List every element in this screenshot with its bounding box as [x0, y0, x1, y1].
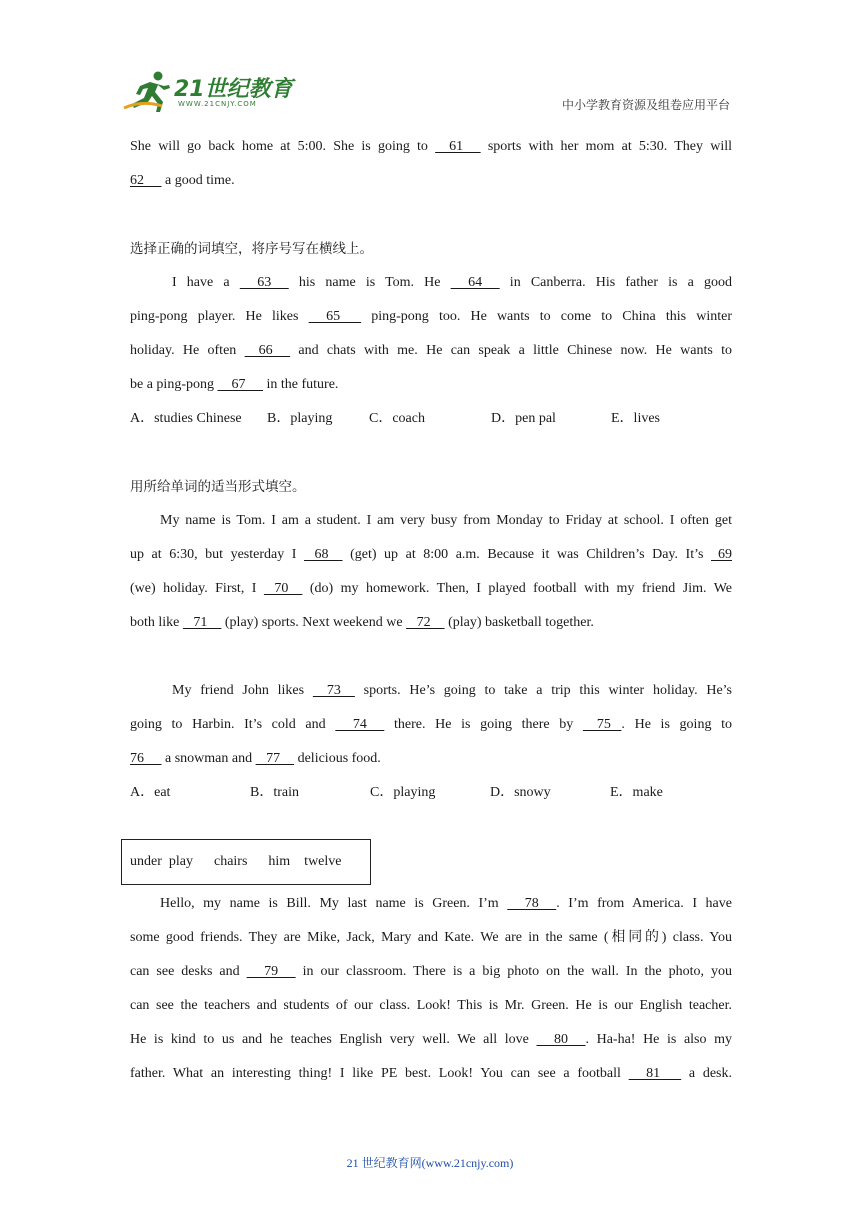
passage-text: in our classroom. There is a big photo on the wall. In the photo, you [295, 964, 732, 979]
option-c: C．coach [369, 411, 425, 426]
passage-text: both like [130, 615, 183, 630]
passage-text: ping-pong player. He likes [130, 309, 309, 324]
passage-text: delicious food. [294, 751, 381, 766]
passage-text: He is kind to us and he teaches English very well. We all love [130, 1032, 537, 1047]
passage-line [130, 674, 732, 708]
blank-74[interactable]: 74 [335, 717, 385, 732]
logo-url-text: WWW.21CNJY.COM [178, 100, 257, 108]
passage-text: a snowman and [161, 751, 256, 766]
passage-line [130, 1023, 732, 1057]
passage-text: She will go back home at 5:00. She is going to [130, 139, 436, 154]
exercise-content-bill [130, 887, 732, 1091]
passage-line [130, 538, 732, 572]
blank-68[interactable]: 68 [304, 547, 343, 562]
passage-text: his name is Tom. He [288, 275, 451, 290]
passage-text: . I’m from America. I have [556, 896, 732, 911]
passage-line [130, 130, 732, 164]
passage-text: Hello, my name is Bill. My last name is Green. I’m [160, 896, 508, 911]
blank-69[interactable]: 69 [711, 547, 733, 562]
option-c: C．playing [370, 785, 436, 800]
passage-text: going to Harbin. It’s cold and [130, 717, 336, 732]
blank-73[interactable]: 73 [312, 683, 355, 698]
passage-line [130, 606, 732, 640]
passage-line [130, 1057, 732, 1091]
exercise-content [130, 130, 732, 810]
passage-text: sports with her mom at 5:30. They will [480, 139, 733, 154]
passage-line [130, 300, 732, 334]
options-row [130, 402, 732, 436]
blank-75[interactable]: 75 [582, 717, 622, 732]
passage-text: a good time. [161, 173, 235, 188]
blank-61[interactable]: 61 [435, 139, 481, 154]
blank-65[interactable]: 65 [308, 309, 362, 324]
passage-text: (get) up at 8:00 a.m. Because it was Children’s Day. It’s [342, 547, 712, 562]
option-a: A．studies Chinese [130, 411, 242, 426]
passage-text: . He is going to [621, 717, 732, 732]
passage-text: in Canberra. His father is a good [499, 275, 733, 290]
passage-line [130, 708, 732, 742]
passage-text: be a ping-pong [130, 377, 218, 392]
blank-66[interactable]: 66 [244, 343, 291, 358]
passage-line [130, 164, 732, 198]
blank-70[interactable]: 70 [263, 581, 303, 596]
passage-line: some good friends. They are Mike, Jack, Mary and Kate. We are in the same (相同的) class. You [130, 930, 732, 945]
option-b: B．train [250, 785, 299, 800]
passage-line [130, 742, 732, 776]
option-b: B．playing [267, 411, 333, 426]
passage-text: (do) my homework. Then, I played football with my friend Jim. We [302, 581, 732, 596]
blank-78[interactable]: 78 [507, 896, 557, 911]
passage-text: there. He is going there by [384, 717, 583, 732]
footer-link[interactable]: 21 世纪教育网(www.21cnjy.com) [346, 1156, 514, 1170]
passage-text: a desk. [681, 1066, 732, 1081]
blank-77[interactable]: 77 [255, 751, 295, 766]
option-e: E．lives [611, 411, 660, 426]
site-logo[interactable] [122, 70, 292, 114]
passage-text: (we) holiday. First, I [130, 581, 264, 596]
passage-line [130, 887, 732, 921]
option-d: D．pen pal [491, 411, 556, 426]
passage-text: in the future. [262, 377, 339, 392]
passage-line [130, 266, 732, 300]
logo-text: 21世纪教育 [174, 77, 293, 102]
passage-text: (play) sports. Next weekend we [221, 615, 407, 630]
blank-62[interactable]: 62 [130, 173, 162, 188]
passage-line [130, 572, 732, 606]
passage-line: My name is Tom. I am a student. I am very busy from Monday to Friday at school. I often get [160, 513, 732, 528]
runner-logo-icon [122, 70, 174, 114]
passage-line: can see the teachers and students of our class. Look! This is Mr. Green. He is our English teacher. [130, 998, 732, 1013]
passage-text: My friend John likes [172, 683, 313, 698]
section-heading-choose-words: 选择正确的词填空，将序号写在横线上。 [130, 241, 373, 257]
header-platform-text: 中小学教育资源及组卷应用平台 [561, 98, 730, 112]
passage-text: I have a [172, 275, 240, 290]
passage-text: father. What an interesting thing! I like PE best. Look! You can see a football [130, 1066, 629, 1081]
blank-63[interactable]: 63 [239, 275, 289, 290]
option-e: E．make [610, 785, 663, 800]
blank-71[interactable]: 71 [182, 615, 222, 630]
passage-text: and chats with me. He can speak a little Chinese now. He wants to [290, 343, 732, 358]
passage-text: holiday. He often [130, 343, 245, 358]
blank-80[interactable]: 80 [536, 1032, 586, 1047]
passage-text: ping-pong too. He wants to come to China this winter [361, 309, 732, 324]
passage-line [130, 334, 732, 368]
option-d: D．snowy [490, 785, 551, 800]
options-row [130, 776, 732, 810]
passage-text: up at 6:30, but yesterday I [130, 547, 305, 562]
passage-text: sports. He’s going to take a trip this winter holiday. He’s [354, 683, 733, 698]
word-bank-box: under play chairs him twelve [121, 839, 371, 885]
blank-64[interactable]: 64 [450, 275, 500, 290]
passage-line [130, 368, 732, 402]
passage-text: (play) basketball together. [444, 615, 594, 630]
blank-79[interactable]: 79 [246, 964, 296, 979]
blank-67[interactable]: 67 [217, 377, 263, 392]
passage-text: . Ha-ha! He is also my [585, 1032, 733, 1047]
passage-text: can see desks and [130, 964, 247, 979]
passage-line [130, 955, 732, 989]
section-heading-word-forms: 用所给单词的适当形式填空。 [130, 479, 306, 495]
blank-72[interactable]: 72 [406, 615, 445, 630]
option-a: A．eat [130, 785, 171, 800]
blank-81[interactable]: 81 [628, 1066, 682, 1081]
blank-76[interactable]: 76 [130, 751, 162, 766]
